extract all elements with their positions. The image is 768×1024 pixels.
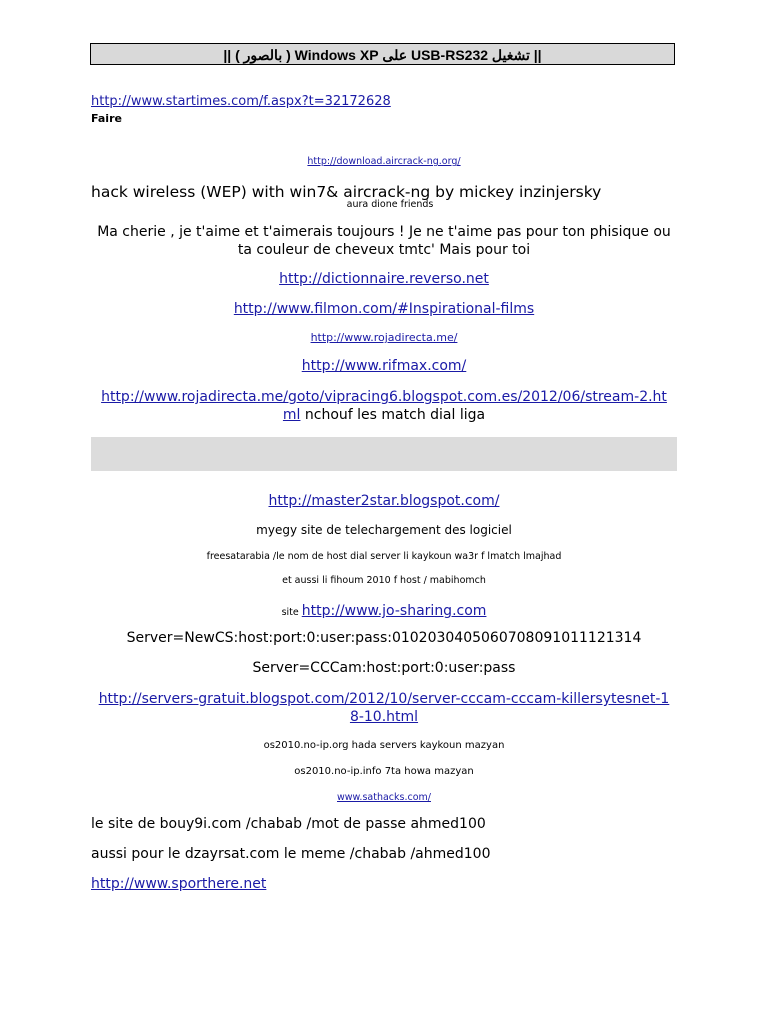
link-rifmax[interactable]: http://www.rifmax.com/ <box>301 358 467 374</box>
link-filmon-line <box>90 301 678 317</box>
link-aircrack-download-line <box>90 156 678 167</box>
text-aura-dione: aura dione friends <box>346 199 434 210</box>
link-rojadirecta[interactable]: http://www.rojadirecta.me/ <box>310 331 458 344</box>
link-sporthere[interactable]: http://www.sporthere.net <box>91 876 267 892</box>
text-os2010-info: os2010.no-ip.info 7ta howa mazyan <box>294 766 474 777</box>
link-reverso-line <box>90 271 678 287</box>
gray-band <box>91 437 677 471</box>
paragraph-vipracing <box>96 388 672 424</box>
link-jo-sharing[interactable]: http://www.jo-sharing.com <box>301 603 487 619</box>
text-freesatarabia: freesatarabia /le nom de host dial server li kaykoun wa3r f lmatch lmajhad <box>206 551 562 562</box>
site-jo-sharing-line <box>90 600 678 619</box>
link-servers-gratuit-line <box>96 690 672 726</box>
page-title: || تشغيل USB-RS232 على Windows XP ( بالصور ) || <box>90 43 675 65</box>
text-site-prefix: site <box>281 607 302 618</box>
text-dzayrsat: aussi pour le dzayrsat.com le meme /chabab /ahmed100 <box>91 846 491 862</box>
text-cccam-server: Server=CCCam:host:port:0:user:pass <box>252 660 516 676</box>
link-master2star[interactable]: http://master2star.blogspot.com/ <box>268 493 500 509</box>
text-myegy: myegy site de telechargement des logiciel <box>256 523 512 537</box>
link-startimes[interactable]: http://www.startimes.com/f.aspx?t=32172628 <box>91 94 391 109</box>
text-bouy9i: le site de bouy9i.com /chabab /mot de passe ahmed100 <box>91 816 486 832</box>
link-aircrack-download[interactable]: http://download.aircrack-ng.org/ <box>307 156 461 167</box>
link-rojadirecta-line <box>90 331 678 344</box>
link-reverso[interactable]: http://dictionnaire.reverso.net <box>279 271 489 287</box>
text-faire: Faire <box>91 112 122 125</box>
text-et-aussi: et aussi li fihoum 2010 f host / mabihomch <box>282 575 486 586</box>
link-filmon[interactable]: http://www.filmon.com/#Inspirational-films <box>233 301 535 317</box>
text-newcs-server: Server=NewCS:host:port:0:user:pass:0102030405060708091011121314 <box>126 630 642 646</box>
link-master2star-line <box>90 493 678 509</box>
link-servers-gratuit[interactable]: http://servers-gratuit.blogspot.com/2012/10/server-cccam-cccam-killersytesnet-18-10.html <box>98 691 670 725</box>
heading-hack-wireless: hack wireless (WEP) with win7& aircrack-ng by mickey inzinjersky <box>91 183 602 201</box>
link-rifmax-line <box>90 358 678 374</box>
text-nchouf: nchouf les match dial liga <box>300 407 486 423</box>
text-ma-cherie: Ma cherie , je t'aime et t'aimerais toujours ! Je ne t'aime pas pour ton phisique ou ta couleur de cheveux tmtc' Mais pour toi <box>97 224 671 258</box>
link-vipracing[interactable]: http://www.rojadirecta.me/goto/vipracing6.blogspot.com.es/2012/06/stream-2.html <box>101 389 667 423</box>
link-sathacks[interactable]: www.sathacks.com/ <box>337 792 431 803</box>
link-sathacks-line <box>90 792 678 803</box>
text-os2010-org: os2010.no-ip.org hada servers kaykoun mazyan <box>263 740 505 751</box>
